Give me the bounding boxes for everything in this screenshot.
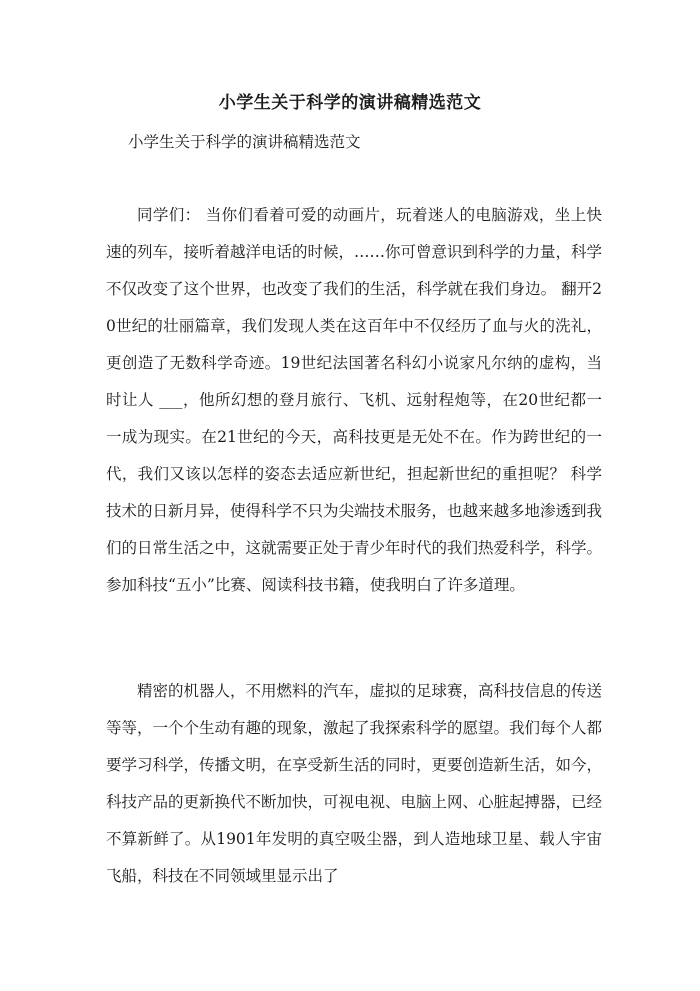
document-subtitle: 小学生关于科学的演讲稿精选范文 [128, 133, 361, 151]
document-title: 小学生关于科学的演讲稿精选范文 [218, 93, 482, 113]
body-paragraph-1: 同学们： 当你们看着可爱的动画片，玩着迷人的电脑游戏，坐上快速的列车，接听着越洋电话的时候，……你可曾意识到科学的力量，科学不仅改变了这个世界，也改变了我们的生活，科学就在我们身边。 翻开20世纪的壮丽篇章，我们发现人类在这百年中不仅经历了血与火的洗礼，更创造了无数科学奇迹。19世纪法国著名科幻小说家凡尔纳的虚构，当时让人 ___，他所幻想的登月旅行、飞机、远射程炮等，在20世纪都一一成为现实。在21世纪的今天，高科技更是无处不在。作为跨世纪的一代，我们又该以怎样的姿态去适应新世纪，担起新世纪的重担呢？ 科学技术的日新月异，使得科学不只为尖端技术服务，也越来越多地渗透到我们的日常生活之中，这就需要正处于青少年时代的我们热爱科学，科学。参加科技“五小”比赛、阅读科技书籍，使我明白了许多道理。 [106, 206, 603, 594]
body-paragraph-2: 精密的机器人，不用燃料的汽车，虚拟的足球赛，高科技信息的传送等等，一个个生动有趣的现象，激起了我探索科学的愿望。我们每个人都要学习科学，传播文明，在享受新生活的同时，更要创造新生活，如今，科技产品的更新换代不断加快，可视电视、电脑上网、心脏起搏器，已经不算新鲜了。从1901年发明的真空吸尘器，到人造地球卫星、载人宇宙飞船，科技在不同领域里显示出了 [106, 682, 603, 885]
